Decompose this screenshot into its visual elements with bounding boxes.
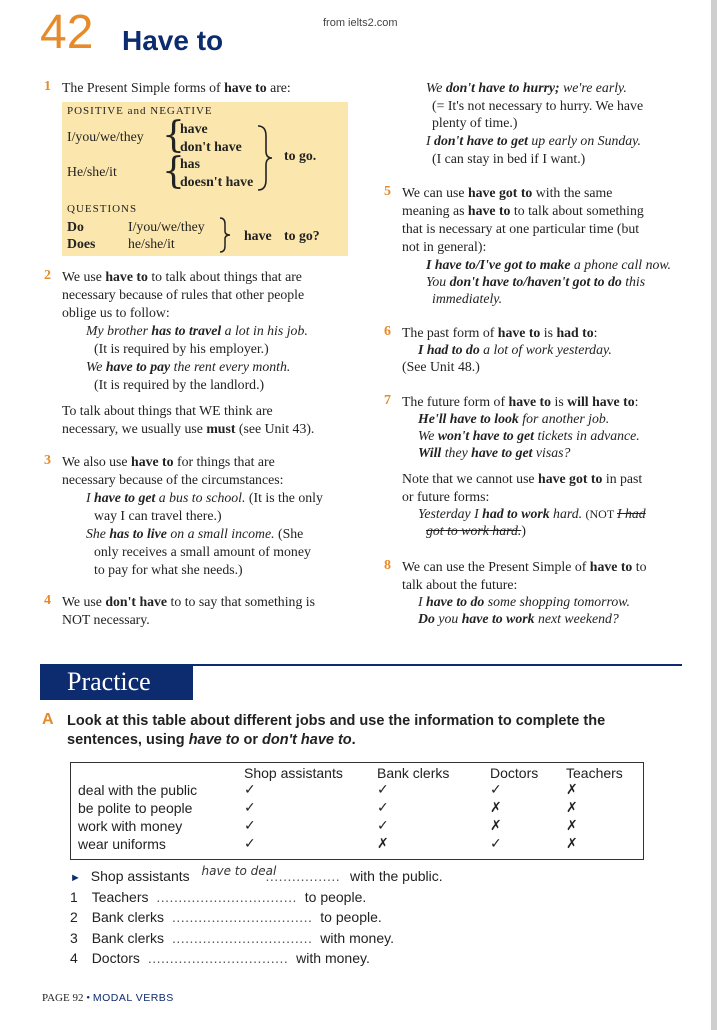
rule3-example-note: way I can travel there.) — [94, 508, 222, 523]
table-cell: ✓ — [244, 836, 256, 852]
box-form: doesn't have — [180, 174, 254, 189]
row-label: deal with the public — [78, 782, 198, 798]
rule-number: 6 — [384, 324, 391, 339]
box-to-go: to go? — [284, 228, 320, 243]
rule8-example: Do you have to work next weekend? — [418, 611, 619, 626]
box-form: don't have — [180, 139, 242, 154]
rule1-intro: The Present Simple forms of have to are: — [62, 80, 291, 95]
answer-blank[interactable]: ................................ — [147, 950, 289, 966]
rule5-example: You don't have to/haven't got to do this — [426, 274, 646, 289]
box-subject: I/you/we/they — [67, 129, 144, 144]
rule7-text: The future form of have to is will have to: — [402, 394, 639, 409]
rule-number: 5 — [384, 184, 391, 199]
table-cell: ✓ — [377, 800, 389, 816]
section-letter: A — [42, 711, 54, 728]
box-aux: Do — [67, 219, 84, 234]
rule7-note: Note that we cannot use have got to in past or future forms: — [402, 471, 643, 504]
rule-number: 4 — [44, 593, 51, 608]
source-note: from ielts2.com — [323, 17, 398, 29]
answer-blank[interactable]: ................................ — [171, 930, 313, 946]
brace-icon: { — [162, 151, 185, 192]
rule3-example-note: to pay for what she needs.) — [94, 562, 243, 577]
rule4-example: We don't have to hurry; we're early. — [426, 80, 627, 95]
exercise-item[interactable]: 1 Teachers ................................ to people. — [70, 889, 367, 905]
box-subject: he/she/it — [128, 236, 175, 251]
row-label: wear uniforms — [78, 836, 166, 852]
rule4-example: I don't have to get up early on Sunday. — [426, 133, 641, 148]
table-cell: ✗ — [490, 800, 502, 816]
page-footer: PAGE 92 • MODAL VERBS — [42, 992, 174, 1004]
row-label: be polite to people — [78, 800, 193, 816]
rule6-see: (See Unit 48.) — [402, 359, 480, 374]
rule-number: 2 — [44, 268, 51, 283]
section-name: MODAL VERBS — [92, 992, 174, 1004]
box-heading: QUESTIONS — [67, 203, 138, 215]
rule7-example: Yesterday I had to work hard. (NOT I had — [418, 506, 646, 521]
table-cell: ✗ — [566, 818, 578, 834]
table-cell: ✗ — [566, 836, 578, 852]
table-cell: ✓ — [244, 782, 256, 798]
rule2-example: My brother has to travel a lot in his job. — [86, 323, 308, 338]
page-edge — [711, 0, 717, 1030]
column-header: Bank clerks — [377, 765, 450, 781]
page-title: Have to — [122, 25, 224, 56]
table-cell: ✗ — [377, 836, 389, 852]
forms-box — [62, 102, 348, 256]
table-cell: ✗ — [566, 782, 578, 798]
unit-number: 42 — [40, 6, 94, 59]
table-cell: ✗ — [490, 818, 502, 834]
rule7-example: got to work hard.) — [426, 523, 526, 538]
right-brace-icon — [218, 216, 232, 254]
box-form: has — [180, 156, 200, 171]
rule8-example: I have to do some shopping tomorrow. — [418, 594, 630, 609]
exercise-item[interactable]: 3 Bank clerks ................................ with money. — [70, 930, 394, 946]
brace-icon: { — [162, 115, 185, 156]
table-cell: ✓ — [490, 836, 502, 852]
rule6-example: I had to do a lot of work yesterday. — [418, 342, 612, 357]
box-heading: POSITIVE and NEGATIVE — [67, 105, 213, 117]
rule2-example-note: (It is required by his employer.) — [94, 341, 269, 356]
example-answer: have to deal ................. — [201, 864, 341, 884]
exercise-item[interactable]: 4 Doctors ................................ with money. — [70, 950, 370, 966]
column-header: Teachers — [566, 765, 623, 781]
table-cell: ✗ — [566, 800, 578, 816]
jobs-table — [70, 762, 644, 860]
rule2-example: We have to pay the rent every month. — [86, 359, 291, 374]
box-subject: He/she/it — [67, 164, 117, 179]
rule7-example: We won't have to get tickets in advance. — [418, 428, 640, 443]
practice-title: Practice — [67, 667, 151, 696]
rule3-example: I have to get a bus to school. (It is the only — [86, 490, 323, 505]
rule5-text: We can use have got to with the same meaning as have to to talk about something that is necessary at one particular time (but not in general): — [402, 185, 644, 254]
rule4-example-note: (= It's not necessary to hurry. We have — [432, 98, 644, 113]
rule-number: 3 — [44, 453, 51, 468]
table-cell: ✓ — [377, 782, 389, 798]
rule-number: 8 — [384, 558, 391, 573]
right-brace-icon — [255, 124, 275, 192]
rule4-text: We use don't have to to say that something is NOT necessary. — [62, 594, 315, 627]
table-cell: ✓ — [244, 818, 256, 834]
practice-instructions: Look at this table about different jobs and use the information to complete the sentences, using have to or don't have to. — [67, 713, 606, 748]
rule7-example: Will they have to get visas? — [418, 445, 571, 460]
rule8-text: We can use the Present Simple of have to to talk about the future: — [402, 559, 647, 592]
example-sentence: ► Shop assistants have to deal ................. with the public. — [70, 864, 443, 884]
rule2-note: To talk about things that WE think are necessary, we usually use must (see Unit 43). — [62, 403, 315, 436]
rule3-example: She has to live on a small income. (She — [86, 526, 304, 541]
rule2-example-note: (It is required by the landlord.) — [94, 377, 265, 392]
answer-blank[interactable]: ................................ — [171, 909, 313, 925]
table-cell: ✓ — [377, 818, 389, 834]
rule-number: 7 — [384, 393, 391, 408]
column-header: Doctors — [490, 765, 539, 781]
rule7-example: He'll have to look for another job. — [418, 411, 610, 426]
box-subject: I/you/we/they — [128, 219, 205, 234]
table-cell: ✓ — [244, 800, 256, 816]
rule2-text: We use have to to talk about things that are necessary because of rules that other people oblige us to follow: — [62, 269, 305, 320]
rule3-text: We also use have to for things that are necessary because of the circumstances: — [62, 454, 284, 487]
rule4-example-note: plenty of time.) — [432, 115, 518, 130]
example-marker: ► — [70, 872, 81, 884]
box-aux: Does — [67, 236, 96, 251]
column-header: Shop assistants — [244, 765, 343, 781]
rule5-example: immediately. — [432, 291, 503, 306]
rule6-text: The past form of have to is had to: — [402, 325, 598, 340]
rule4-example-note: (I can stay in bed if I want.) — [432, 151, 586, 166]
rule-number: 1 — [44, 79, 51, 94]
rule5-example: I have to/I've got to make a phone call now. — [426, 257, 671, 272]
practice-banner — [40, 664, 193, 700]
page-number: PAGE 92 — [42, 992, 84, 1004]
table-cell: ✓ — [490, 782, 502, 798]
row-label: work with money — [78, 818, 183, 834]
box-form: have — [180, 121, 208, 136]
rule3-example-note: only receives a small amount of money — [94, 544, 311, 559]
box-have: have — [244, 228, 272, 243]
box-to-go: to go. — [284, 148, 317, 163]
exercise-item[interactable]: 2 Bank clerks ................................ to people. — [70, 909, 382, 925]
answer-blank[interactable]: ................................ — [156, 889, 297, 905]
